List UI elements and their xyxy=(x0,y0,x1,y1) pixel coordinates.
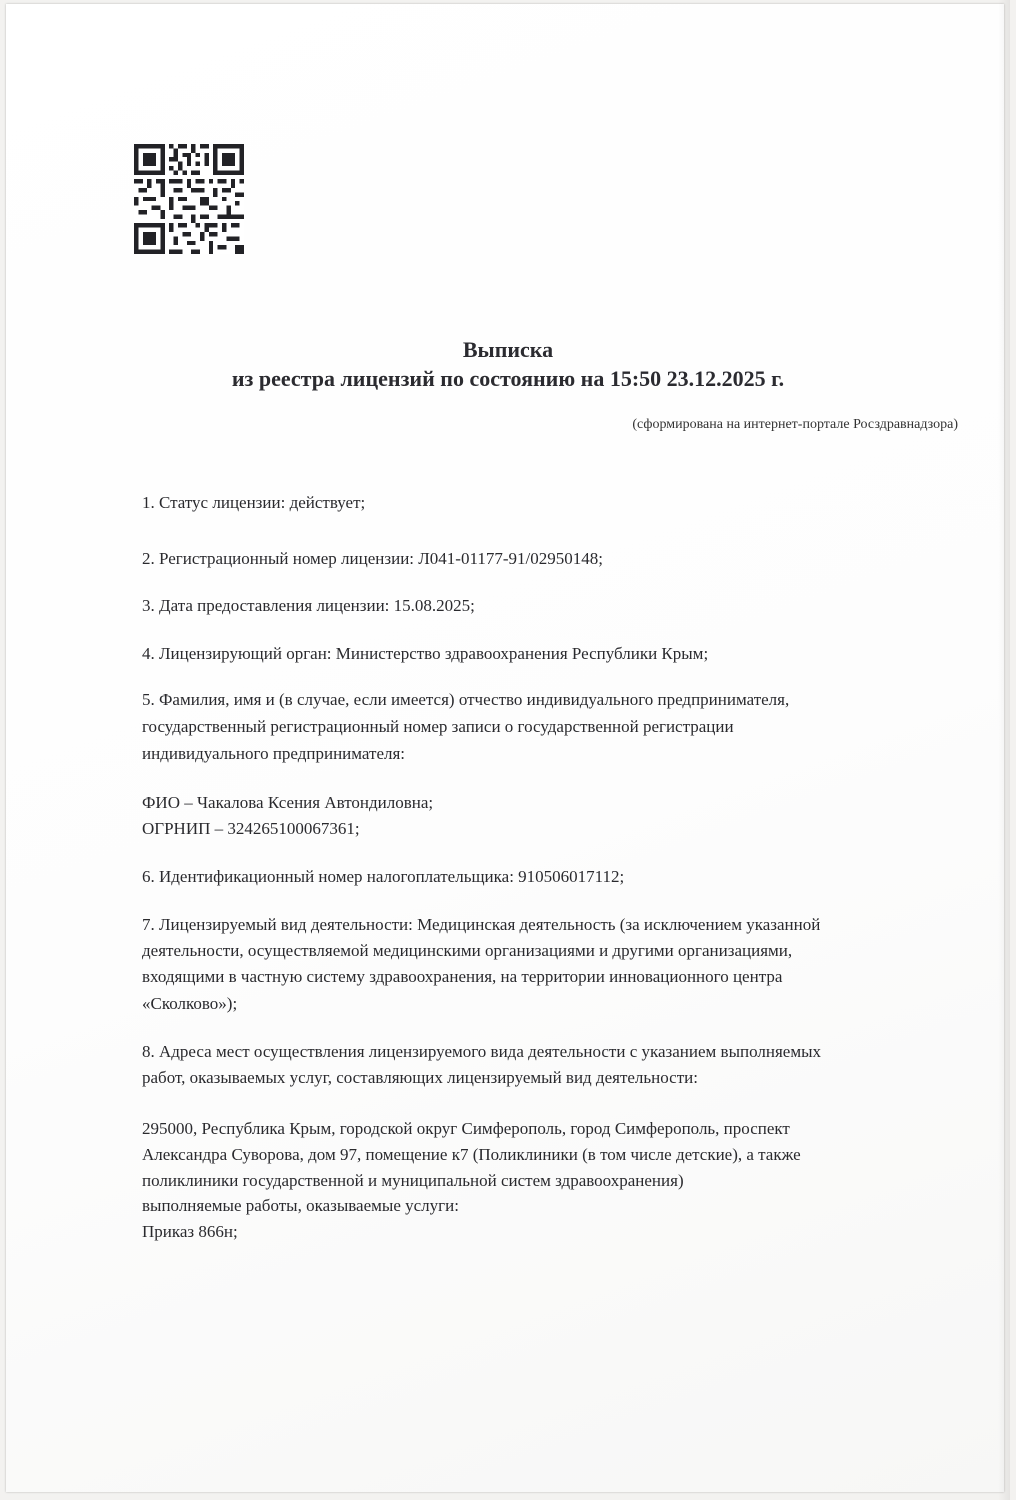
licensing-authority: 4. Лицензирующий орган: Министерство здравоохранения Республики Крым; xyxy=(142,644,709,663)
entrepreneur-ogrnip: ОГРНИП – 324265100067361; xyxy=(142,819,360,838)
item5-line: государственный регистрационный номер записи о государственной регистрации xyxy=(142,717,734,736)
page-edge-shadow xyxy=(998,0,1010,1500)
taxpayer-number: 6. Идентификационный номер налогоплательщика: 910506017112; xyxy=(142,867,625,886)
item5-line: индивидуального предпринимателя: xyxy=(142,744,406,763)
item7-line: «Сколково»); xyxy=(142,994,238,1013)
item5-line: 5. Фамилия, имя и (в случае, если имеется) отчество индивидуального предпринимателя, xyxy=(142,690,790,709)
license-date: 3. Дата предоставления лицензии: 15.08.2025; xyxy=(142,596,475,615)
qr-code-icon xyxy=(134,144,244,254)
item7-line: деятельности, осуществляемой медицинскими организациями и другими организациями, xyxy=(142,941,793,960)
document-title: Выписка xyxy=(462,337,554,362)
license-status: 1. Статус лицензии: действует; xyxy=(142,493,366,512)
license-number: 2. Регистрационный номер лицензии: Л041-01177-91/02950148; xyxy=(142,549,603,568)
item7-line: входящими в частную систему здравоохранения, на территории инновационного центра xyxy=(142,967,783,986)
address-line: 295000, Республика Крым, городской округ Симферополь, город Симферополь, проспект xyxy=(142,1119,790,1138)
address-line: выполняемые работы, оказываемые услуги: xyxy=(142,1196,459,1215)
document-page xyxy=(6,4,1004,1492)
address-line: Александра Суворова, дом 97, помещение к7 (Поликлиники (в том числе детские), а также xyxy=(142,1145,801,1164)
entrepreneur-fio: ФИО – Чакалова Ксения Автондиловна; xyxy=(142,793,434,812)
item8-line: 8. Адреса мест осуществления лицензируемого вида деятельности с указанием выполняемых xyxy=(142,1042,821,1061)
source-note: (сформирована на интернет-портале Росздравнадзора) xyxy=(632,417,958,432)
item7-line: 7. Лицензируемый вид деятельности: Медицинская деятельность (за исключением указанной xyxy=(142,915,821,934)
address-line: Приказ 866н; xyxy=(142,1222,238,1241)
item8-line: работ, оказываемых услуг, составляющих лицензируемый вид деятельности: xyxy=(142,1068,698,1087)
document-subtitle-heading: из реестра лицензий по состоянию на 15:50 23.12.2025 г. xyxy=(231,366,785,391)
address-line: поликлиники государственной и муниципальной систем здравоохранения) xyxy=(142,1171,684,1190)
